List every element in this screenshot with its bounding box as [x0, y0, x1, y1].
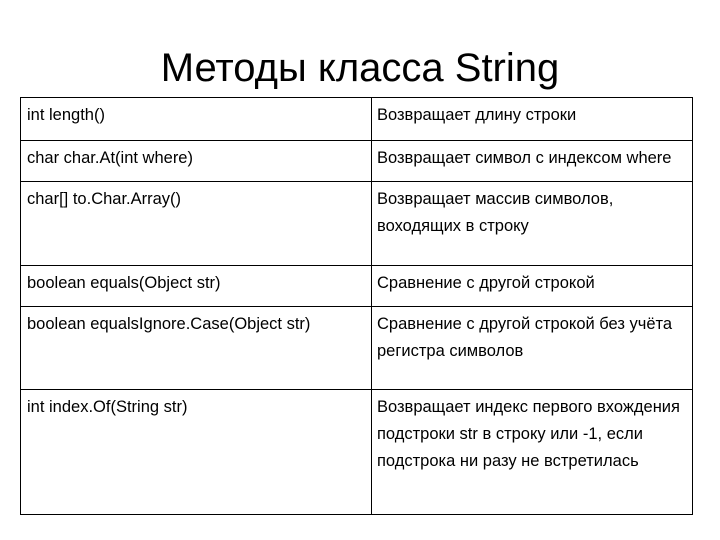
methods-table: [20, 97, 693, 515]
method-signature: int index.Of(String str): [21, 390, 372, 515]
table-row: [21, 182, 693, 266]
method-description: Возвращает символ с индексом where: [372, 141, 693, 182]
table-row: [21, 98, 693, 141]
table-row: [21, 141, 693, 182]
method-description: Сравнение с другой строкой без учёта регистра символов: [372, 307, 693, 390]
method-signature: char[] to.Char.Array(): [21, 182, 372, 266]
method-description: Возвращает длину строки: [372, 98, 693, 141]
method-description: Возвращает массив символов, воходящих в строку: [372, 182, 693, 266]
table-row: [21, 266, 693, 307]
method-description: Сравнение с другой строкой: [372, 266, 693, 307]
method-signature: boolean equals(Object str): [21, 266, 372, 307]
table-row: [21, 307, 693, 390]
method-description: Возвращает индекс первого вхождения подстроки str в строку или -1, если подстрока ни разу не встретилась: [372, 390, 693, 515]
method-signature: int length(): [21, 98, 372, 141]
slide-title: Методы класса String: [160, 46, 560, 90]
table-row: [21, 390, 693, 515]
method-signature: char char.At(int where): [21, 141, 372, 182]
method-signature: boolean equalsIgnore.Case(Object str): [21, 307, 372, 390]
